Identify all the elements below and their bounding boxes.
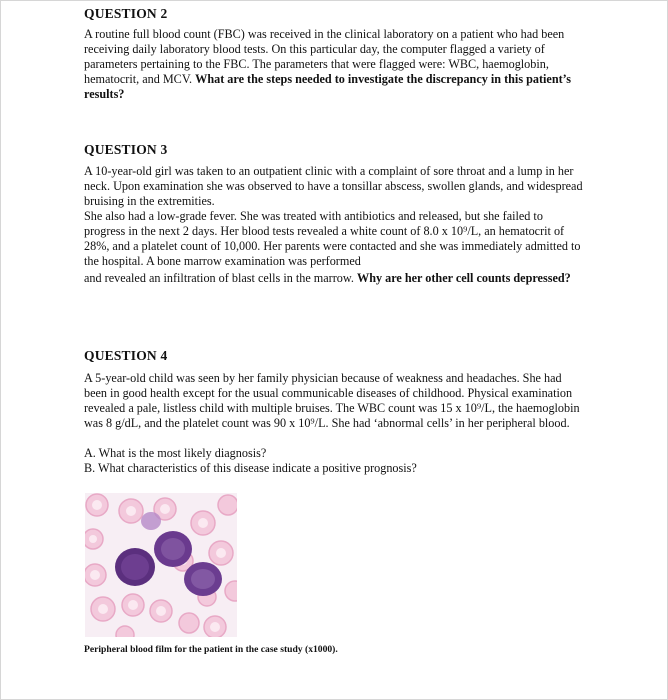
red-cell <box>218 495 237 515</box>
question-3-text-b: She also had a low-grade fever. She was treated with antibiotics and released, but she failed to progress in the next 2 days. Her blood tests revealed a white count of 8.0 x 10⁹/L, an hematocrit of 28%, and a platelet count of 10,000. Her parents were contacted and she was immediately admitted to the hospital. A bone marrow examination was performed <box>84 209 581 268</box>
question-2-question: What are the steps needed to investigate the discrepancy in this patient’s results? <box>84 72 572 101</box>
question-2-body: A routine full blood count (FBC) was received in the clinical laboratory on a patient who had been receiving daily laboratory blood tests. On this particular day, the computer flagged a variety of parameters pertaining to the FBC. The parameters that were flagged were: WBC, haemoglobin, hematocrit, and MCV. <box>84 27 565 86</box>
question-2-text <box>84 27 584 102</box>
blood-film-image <box>85 493 237 637</box>
question-4-text: A 5-year-old child was seen by her family physician because of weakness and headaches. She had been in good health except for the usual communicable diseases of childhood. Physical examination revealed a pale, listless child with multiple bruises. The WBC count was 15 x 10⁹/L, the haemoglobin was 8 g/dL, and the platelet count was 90 x 10⁹/L. She had ‘abnormal cells’ in her peripheral blood. <box>84 371 580 430</box>
figure-caption: Peripheral blood film for the patient in the case study (x1000). <box>84 644 338 655</box>
question-3-body: and revealed an infiltration of blast cells in the marrow. <box>84 271 357 285</box>
question-2-heading: QUESTION 2 <box>84 6 168 21</box>
blood-film-svg <box>85 493 237 637</box>
question-3-heading: QUESTION 3 <box>84 142 168 157</box>
platelet-cluster <box>141 512 161 530</box>
question-3-text-a: A 10-year-old girl was taken to an outpatient clinic with a complaint of sore throat and a lump in her neck. Upon examination she was observed to have a tonsillar abscess, swollen glands, and widespread bruising in the extremities. <box>84 164 583 208</box>
red-cell <box>179 613 199 633</box>
question-4-part-b: B. What characteristics of this disease indicate a positive prognosis? <box>84 461 417 475</box>
red-cell <box>116 626 134 637</box>
question-4-heading: QUESTION 4 <box>84 348 168 363</box>
question-3-question: Why are her other cell counts depressed? <box>357 271 571 285</box>
question-4-part-a: A. What is the most likely diagnosis? <box>84 446 267 460</box>
question-3-text-c <box>84 271 584 286</box>
